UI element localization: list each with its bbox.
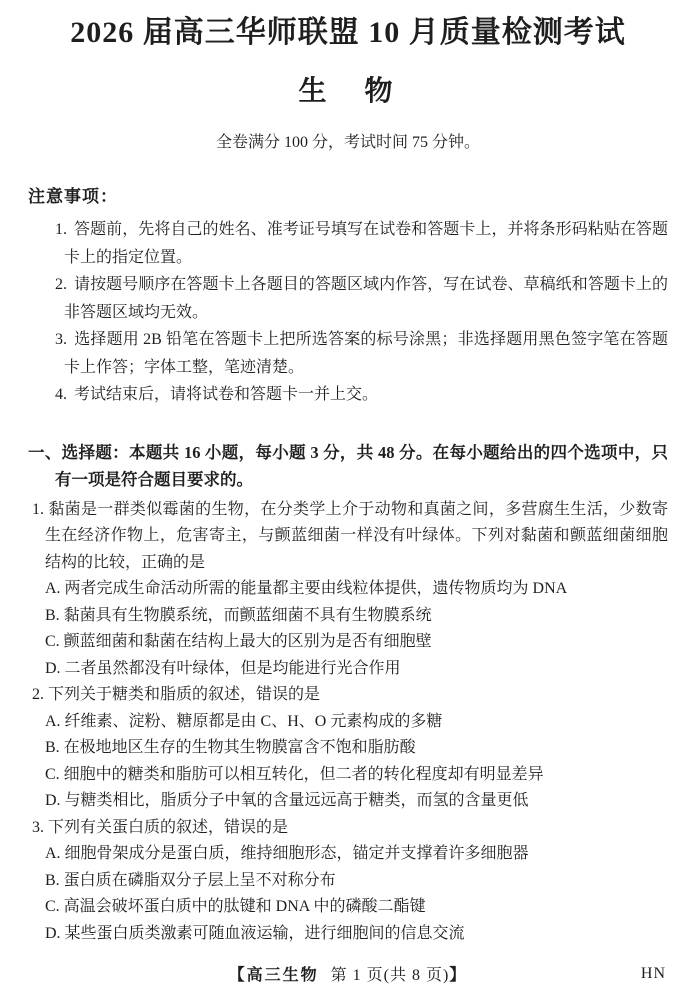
question-stem-text: 下列关于糖类和脂质的叙述，错误的是: [48, 686, 321, 703]
question-option: C. 颤蓝细菌和黏菌在结构上最大的区别为是否有细胞壁: [45, 633, 432, 650]
question-option: C. 高温会破坏蛋白质中的肽键和 DNA 中的磷酸二酯键: [45, 898, 426, 915]
question-option: A. 两者完成生命活动所需的能量都主要由线粒体提供，遗传物质均为 DNA: [45, 580, 568, 597]
question-stem-text: 黏菌是一群类似霉菌的生物，在分类学上介于动物和真菌之间，多营腐生生活，少数寄生在经济作物上，危害寄主，与颤蓝细菌一样没有叶绿体。下列对黏菌和颤蓝细菌细胞结构的比较，正确的是: [45, 500, 668, 571]
question-stem: [28, 497, 668, 577]
question-option: B. 蛋白质在磷脂双分子层上呈不对称分布: [45, 871, 336, 889]
notice-item-text: 请按题号顺序在答题卡上各题目的答题区域内作答，写在试卷、草稿纸和答题卡上的非答题区域均无效。: [64, 276, 668, 321]
notice-item-text: 答题前，先将自己的姓名、准考证号填写在试卷和答题卡上，并将条形码粘贴在答题卡上的指定位置。: [64, 221, 668, 266]
multiple-choice-section: [28, 439, 668, 948]
section-heading: 一、选择题：本题共 16 小题，每小题 3 分，共 48 分。在每小题给出的四个选项中，只有一项是符合题目要求的。: [28, 442, 668, 489]
footer-booklet: 【高三生物: [228, 967, 319, 984]
exam-title: 2026 届高三华师联盟 10 月质量检测考试: [70, 16, 626, 49]
question-option: B. 在极地地区生存的生物其生物膜富含不饱和脂肪酸: [45, 739, 416, 756]
question-number: 3.: [32, 818, 44, 836]
question-option: D. 二者虽然都没有叶绿体，但是均能进行光合作用: [45, 659, 401, 677]
question-3: [28, 815, 668, 948]
question-2: [28, 682, 668, 815]
question-number: 1.: [32, 500, 44, 518]
question-stem-text: 下列有关蛋白质的叙述，错误的是: [48, 818, 289, 836]
question-option: A. 细胞骨架成分是蛋白质，维持细胞形态，锚定并支撑着许多细胞器: [45, 845, 529, 862]
question-option: C. 细胞中的糖类和脂肪可以相互转化，但二者的转化程度却有明显差异: [45, 765, 544, 783]
notice-item: [28, 381, 668, 409]
question-number: 2.: [32, 686, 44, 703]
notice-item-number: 4.: [55, 386, 67, 403]
footer-page-label: [0, 965, 696, 987]
question-stem: [28, 682, 668, 709]
notice-heading: 注意事项：: [28, 187, 118, 206]
question-option: A. 纤维素、淀粉、糖原都是由 C、H、O 元素构成的多糖: [45, 712, 443, 730]
page-footer: [0, 965, 696, 987]
notice-list: [28, 216, 668, 409]
question-stem: [28, 815, 668, 842]
notice-item-number: 1.: [55, 221, 67, 238]
subject-title: 生 物: [298, 76, 398, 107]
notice-item-number: 3.: [55, 331, 67, 348]
footer-close-bracket: 】: [449, 967, 468, 984]
notice-item-number: 2.: [55, 276, 67, 293]
notice-item: [28, 326, 668, 381]
question-option: D. 某些蛋白质类激素可随血液运输，进行细胞间的信息交流: [45, 924, 465, 942]
notice-item: [28, 271, 668, 326]
notice-item-text: 考试结束后，请将试卷和答题卡一并上交。: [74, 386, 379, 403]
notice-item-text: 选择题用 2B 铅笔在答题卡上把所选答案的标号涂黑；非选择题用黑色签字笔在答题卡上作答；字体工整，笔迹清楚。: [64, 331, 668, 376]
notice-item: [28, 216, 668, 271]
question-option: B. 黏菌具有生物膜系统，而颤蓝细菌不具有生物膜系统: [45, 606, 432, 624]
footer-code: HN: [640, 965, 666, 982]
notice-section: [28, 185, 668, 409]
footer-page-info: 第 1 页(共 8 页): [330, 967, 450, 984]
question-1: [28, 497, 668, 683]
question-option: D. 与糖类相比，脂质分子中氧的含量远远高于糖类，而氢的含量更低: [45, 792, 529, 809]
exam-info-line: 全卷满分 100 分，考试时间 75 分钟。: [215, 134, 480, 151]
